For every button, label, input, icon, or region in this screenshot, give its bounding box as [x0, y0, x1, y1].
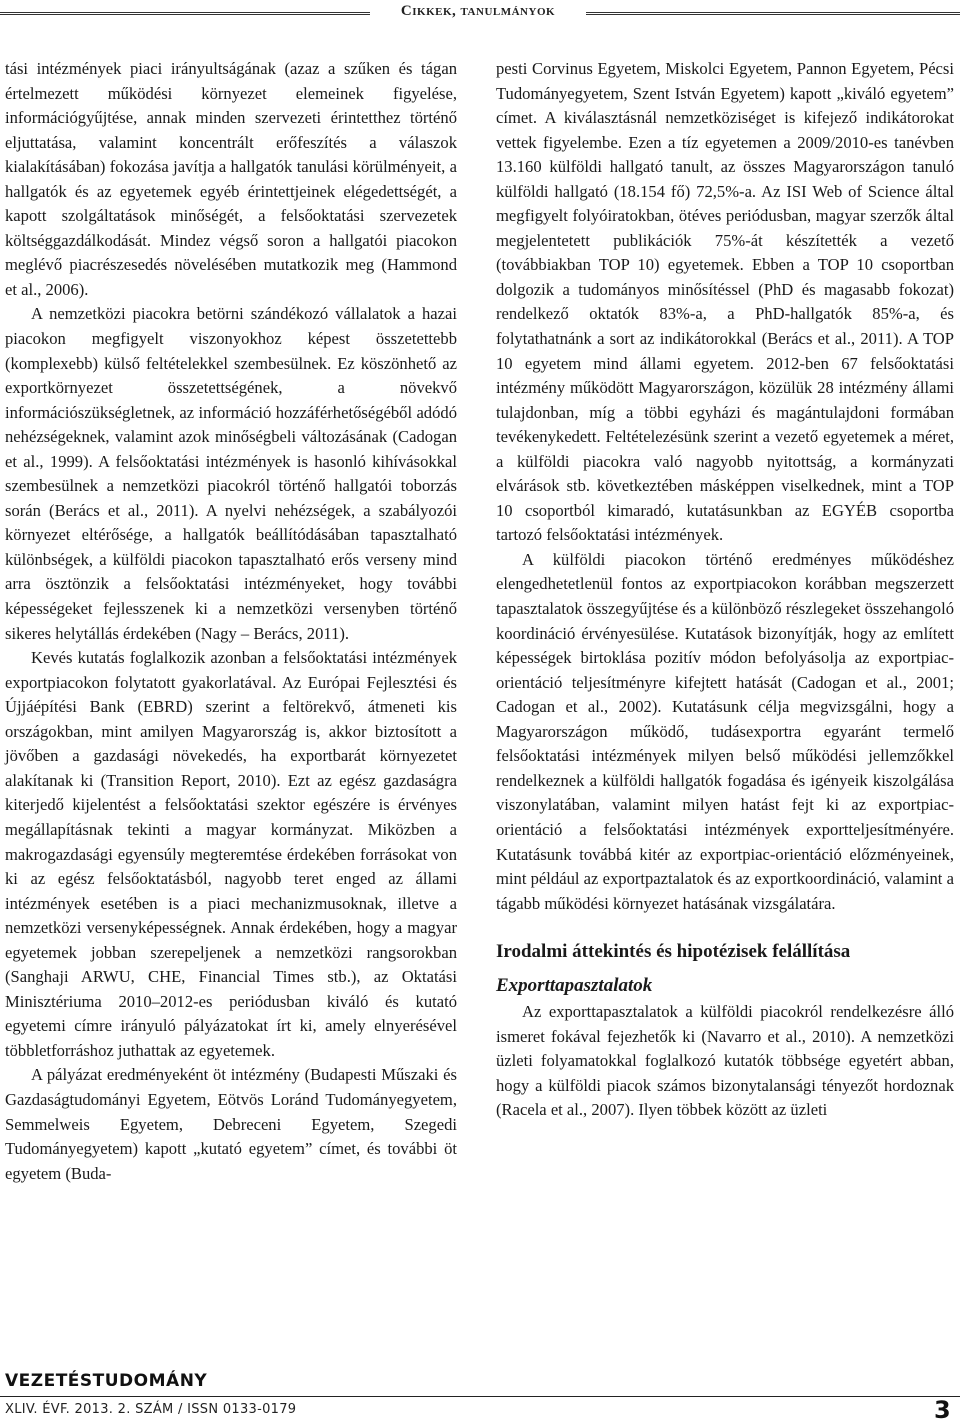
left-paragraph-1: tási intézmények piaci irányultságának (azaz a szűken és tágan értelmezett működési környezet elemeinek figyelése, információgyűjtése, annak minden szervezeti érintetthez történő eljuttatása, valamint koncentrált erőfeszítés a válaszok kialakításában) fokozása javítja a hallgatók tanulási körülményeit, a hallgatók és az egyetemek egyéb érintettjeinek elégedettségét, a kapott szolgáltatások minőségét, a felsőoktatási szervezetek költséggazdálkodását. Mindez végső soron a hallgatói piacokon meglévő piacrészesedés növelésében mutatkozik meg (Hammond et al., 2006).	[5, 59, 457, 299]
issue-info: XLIV. ÉVF. 2013. 2. SZÁM / ISSN 0133-0179	[5, 1402, 297, 1417]
right-paragraph-1: pesti Corvinus Egyetem, Miskolci Egyetem, Pannon Egyetem, Pécsi Tudományegyetem, Szent István Egyetem) kapott „kiváló egyetem” címet. A kiválasztásnál nemzetköziséget is kifejező indikátorokat vettek figyelembe. Ezen a tíz egyetemen a 2009/2010-es tanévben 13.160 külföldi hallgató tanult, az összes Magyarországon tanuló külföldi hallgató (18.154 fő) 72,5%-a. Az ISI Web of Science által megfigyelt folyóiratokban, ötéves periódusban, magyar szerzők által megjelentetett publikációk 75%-át készítették a vezető (továbbiakban TOP 10) egyetemek. Ebben a TOP 10 csoportban dolgozik a tudományos minősítéssel (PhD és magasabb fokozat) rendelkező oktatók 83%-a, a PhD-hallgatók 85%-a, és folytathatnánk a sort az indikátorokkal (Berács et al., 2011). A TOP 10 egyetem mind állami egyetem. 2012-ben 67 felsőoktatási intézmény működött Magyarországon, közülük 28 intézmény állami tulajdonban, míg a többi egyházi és magántulajdoni formában tevékenykedett. Feltételezésünk szerint a vezető egyetemek a méret, a külföldi piacokra való nagyobb nyitottság, a kormányzati elvárások stb. következtében másképpen viselkednek, mint a TOP 10 csoportból kimaradó, kutatásunkban az EGYÉB csoportba tartozó felsőoktatási intézmények.	[496, 59, 954, 545]
right-paragraph-2: A külföldi piacokon történő eredményes működéshez elengedhetetlenül fontos az exportpiacokon korábban megszerzett tapasztalatok összegyűjtése és a különböző részlegeket összehangoló koordináció érvényesülése. Kutatások bizonyítják, hogy az említett képességek birtoklása pozitív módon befolyásolja az exportpiac-orientáció teljesítményre kifejtett hatását (Cadogan et al., 2001; Cadogan et al., 2002). Kutatásunk célja megvizsgálni, hogy a Magyarországon működő, tudásexportra egyaránt termelő felsőoktatási intézmények milyen belső működési jellemzőkkel rendelkeznek a külföldi hallgatók fogadása és igényeik kiszolgálása viszonylatában, valamint milyen hatást fejt ki az exportpiac-orientáció a felsőoktatási intézmények exportteljesítményére. Kutatásunk továbbá kitér az exportpiac-orientáció előzményeinek, mint például az exportpaztalatok és az exportkoordináció, valamint a tágabb működési környezet hatásának vizsgálatára.	[496, 549, 955, 913]
header-rule-right	[586, 12, 960, 15]
left-column	[5, 57, 457, 1186]
subsection-heading: Exporttapasztalatok	[496, 975, 653, 997]
header-rule-left	[0, 12, 370, 15]
right-column	[496, 57, 954, 1123]
left-paragraph-4: A pályázat eredményeként öt intézmény (Budapesti Műszaki és Gazdaságtudományi Egyetem, Eötvös Loránd Tudományegyetem, Semmelweis Egyetem, Debreceni Egyetem, Szegedi Tudományegyetem) kapott „kutató egyetem” címet, és további öt egyetem (Buda-	[5, 1065, 457, 1183]
page-number: 3	[934, 1396, 951, 1424]
section-heading: Irodalmi áttekintés és hipotézisek felállítása	[496, 941, 851, 963]
right-paragraph-3: Az exporttapasztalatok a külföldi piacokról rendelkezésre álló ismeret fokával fejezhetők ki (Navarro et al., 2010). A nemzetközi üzleti folyamatokkal foglalkozó kutatók többsége egyetért abban, hogy a külföldi piacok számos bizonytalansági tényezőt hordoznak (Racela et al., 2007). Ilyen többek között az üzleti	[496, 1002, 954, 1120]
journal-title: VEZETÉSTUDOMÁNY	[5, 1371, 208, 1391]
left-paragraph-2: A nemzetközi piacokra betörni szándékozó vállalatok a hazai piacokon megfigyelt viszonyokhoz képest összetettebb (komplexebb) külső feltételekkel szembesülnek. Ez köszönhető az exportkörnyezet összetettségének, a növekvő információszükségletnek, az információ hozzáférhetőségéből adódó nehézségeknek, valamint azok minőségbeli változásának (Cadogan et al., 1999). A felsőoktatási intézmények is hasonló kihívásokkal szembesülnek a nemzetközi piacokról történő hallgatói toborzás során (Berács et al., 2011). A nyelvi nehézségek, a szabályozói környezet eltérősége, a hallgatók beállítódásában tapasztalható különbségek, a külföldi piacokon tapasztalható erős verseny mind arra ösztönzik a felsőoktatási intézményeket, hogy további képességeket fejlesszenek ki a nemzetközi versenyben történő sikeres helytállás érdekében (Nagy – Berács, 2011).	[5, 304, 457, 643]
left-paragraph-3: Kevés kutatás foglalkozik azonban a felsőoktatási intézmények exportpiacokon folytatott gyakorlatával. Az Európai Fejlesztési és Újjáépítési Bank (EBRD) szerint a feltörekvő, átmeneti kis országokban, mint amilyen Magyarország is, akkor biztosított a jövőben a gazdasági növekedés, ha exportbarát környezetet alakítanak ki (Transition Report, 2010). Ezt az egész gazdaságra kiterjedő kijelentést a felsőoktatási szektor egészére is érvényes megállapításnak tekinti a magyar kormányzat. Miközben a makrogazdasági egyensúly megteremtése érdekében forrásokat von ki az egész felsőoktatásból, nagyobb teret enged az állami intézmények esetében is a piaci mechanizmusoknak, illetve a nemzetközi versenyképességnek. Annak érdekében, hogy a magyar egyetemek jobban szerepeljenek a nemzetközi rangsorokban (Sanghaji ARWU, CHE, Financial Times stb.), az Oktatási Minisztériuma 2010–2012-es periódusban kiváló és kutató egyetemi címre irányuló pályázatokat írt ki, amely elnyerésével többletforráshoz juthattak az egyetemek.	[5, 648, 457, 1060]
footer-rule	[0, 1396, 960, 1397]
running-header	[0, 0, 960, 26]
section-title: Cikkek, tanulmányok	[400, 3, 556, 19]
